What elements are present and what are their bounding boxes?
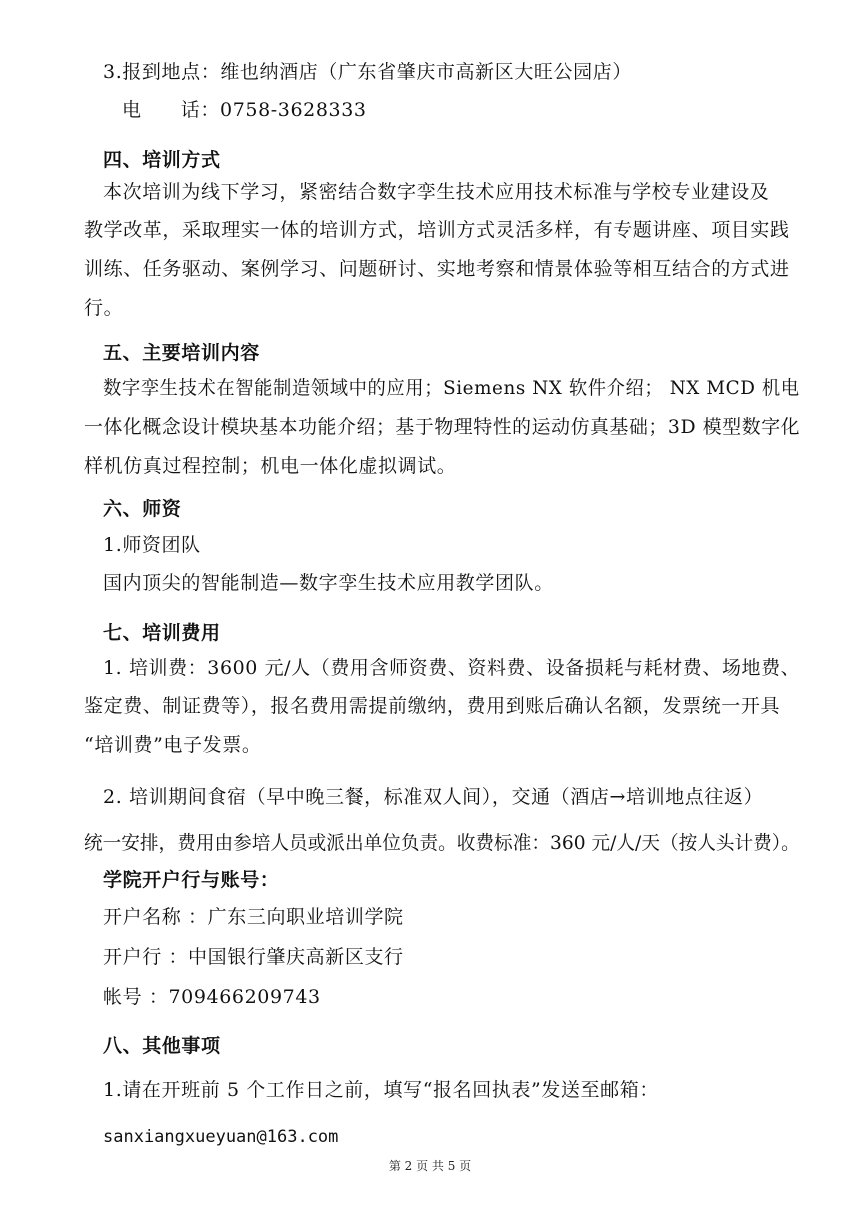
section-heading-teachers: 六、师资 [103, 498, 182, 520]
teacher-team-label: 1.师资团队 [103, 534, 201, 556]
paragraph-line: 统一安排，费用由参培人员或派出单位负责。收费标准：360 元/人/天（按人头计费）。 [84, 832, 800, 854]
paragraph-line: 2. 培训期间食宿（早中晚三餐，标准双人间），交通（酒店→培训地点往返） [103, 786, 764, 808]
section-heading-other-matters: 八、其他事项 [103, 1035, 221, 1057]
paragraph-line: “培训费”电子发票。 [84, 734, 262, 756]
bank-account-heading: 学院开户行与账号： [103, 869, 280, 891]
paragraph-line: 本次培训为线下学习，紧密结合数字孪生技术应用技术标准与学校专业建设及 [103, 181, 770, 203]
email-address[interactable]: sanxiangxueyuan@163.com [103, 1127, 339, 1147]
bank-name-line: 开户行 ：中国银行肇庆高新区支行 [103, 946, 404, 968]
paragraph-line: 1.请在开班前 5 个工作日之前，填写“报名回执表”发送至邮箱： [103, 1079, 659, 1101]
paragraph-line: 国内顶尖的智能制造—数字孪生技术应用教学团队。 [103, 572, 554, 594]
report-location-line: 3.报到地点：维也纳酒店（广东省肇庆市高新区大旺公园店） [103, 61, 632, 83]
section-heading-training-method: 四、培训方式 [103, 149, 221, 171]
paragraph-line: 一体化概念设计模块基本功能介绍；基于物理特性的运动仿真基础；3D 模型数字化 [84, 416, 801, 438]
paragraph-line: 鉴定费、制证费等），报名费用需提前缴纳，费用到账后确认名额，发票统一开具 [84, 695, 781, 717]
paragraph-line: 教学改革，采取理实一体的培训方式，培训方式灵活多样，有专题讲座、项目实践 [84, 219, 790, 241]
paragraph-line: 行。 [84, 297, 124, 319]
account-number-line: 帐号 ：709466209743 [103, 986, 321, 1008]
paragraph-line: 训练、任务驱动、案例学习、问题研讨、实地考察和情景体验等相互结合的方式进 [84, 258, 790, 280]
paragraph-line: 1. 培训费：3600 元/人（费用含师资费、资料费、设备损耗与耗材费、场地费、 [103, 657, 801, 679]
paragraph-line: 数字孪生技术在智能制造领域中的应用；Siemens NX 软件介绍； NX MCD 机电 [103, 377, 800, 399]
section-heading-training-content: 五、主要培训内容 [103, 342, 260, 364]
account-name-line: 开户名称 ：广东三向职业培训学院 [103, 906, 404, 928]
paragraph-line: 样机仿真过程控制；机电一体化虚拟调试。 [84, 455, 457, 477]
page-number-footer: 第 2 页 共 5 页 [388, 1159, 472, 1173]
section-heading-training-fees: 七、培训费用 [103, 622, 221, 644]
phone-line: 电 话：0758-3628333 [122, 99, 367, 121]
